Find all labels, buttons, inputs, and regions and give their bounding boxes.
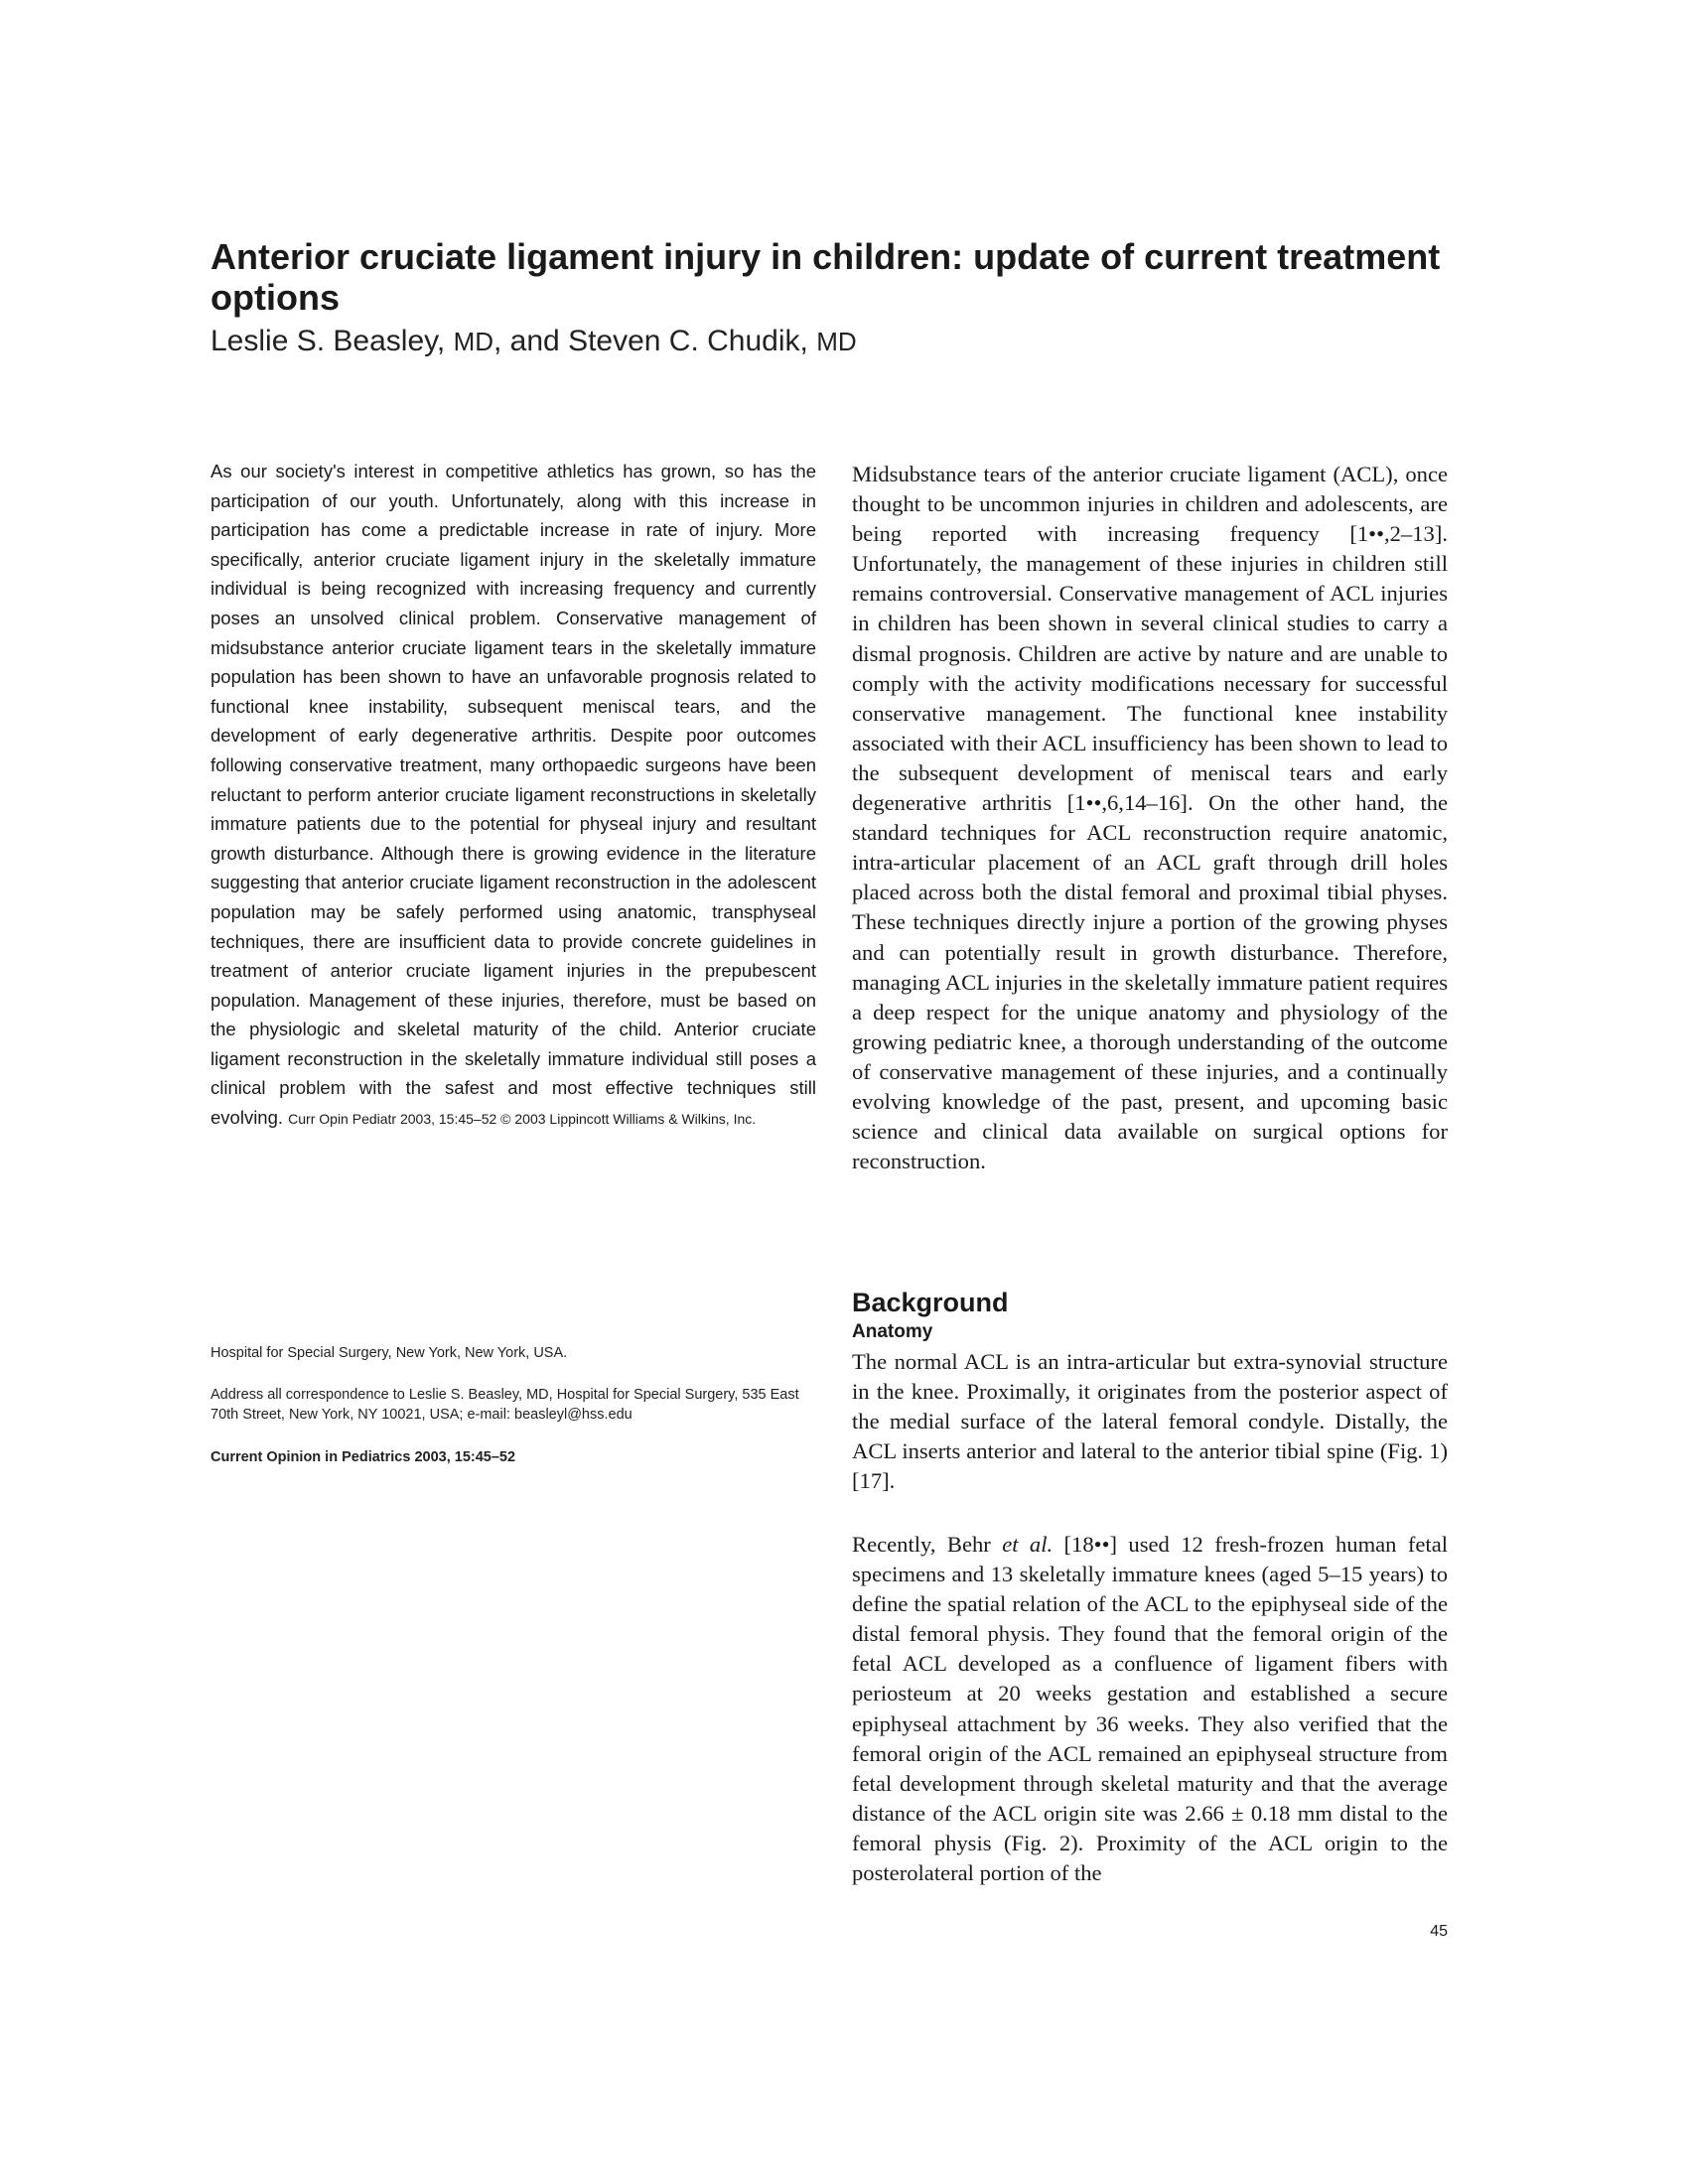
behr-paragraph bbox=[852, 1530, 1448, 1888]
journal-citation bbox=[211, 1447, 816, 1467]
author-2-degree: MD bbox=[816, 327, 857, 356]
author-1-name: Leslie S. Beasley, bbox=[211, 325, 454, 357]
journal-name: Current Opinion in Pediatrics bbox=[211, 1449, 411, 1465]
correspondence-address: Address all correspondence to Leslie S. Beasley, MD, Hospital for Special Surgery, 535 East 70th Street, New York, NY 10021, USA; e-mail: beasleyl@hss.edu bbox=[211, 1387, 799, 1423]
article-title: Anterior cruciate ligament injury in children: update of current treatment options bbox=[211, 236, 1441, 318]
abstract bbox=[211, 457, 816, 1135]
author-1-degree: MD bbox=[453, 327, 494, 356]
intro-paragraph: Midsubstance tears of the anterior cruciate ligament (ACL), once thought to be uncommon injuries in children and adolescents, are being reported with increasing frequency [1••,2–13]. Unfortunately, the management of these injuries in children still remains controversial. Conservative management of ACL injuries in children has been shown in several clinical studies to carry a dismal prognosis. Children are active by nature and are unable to comply with the activity modifications necessary for successful conservative management. The functional knee instability associated with their ACL insufficiency has been shown to lead to the subsequent development of meniscal tears and early degenerative arthritis [1••,6,14–16]. On the other hand, the standard techniques for ACL reconstruction require anatomic, intra-articular placement of an ACL graft through drill holes placed across both the distal femoral and proximal tibial physes. These techniques directly injure a portion of the growing physes and can potentially result in growth disturbance. Therefore, managing ACL injuries in the skeletally immature patient requires a deep respect for the unique anatomy and physiology of the growing pediatric knee, a thorough understanding of the outcome of conservative management of these injuries, and a continually evolving knowledge of the past, present, and upcoming basic science and clinical data available on surgical options for reconstruction. bbox=[852, 462, 1448, 1174]
behr-rest: [18••] used 12 fresh-frozen human fetal specimens and 13 skeletally immature knees (aged 5–15 years) to define the spatial relation of the ACL to the epiphyseal side of the distal femoral physis. They found that the femoral origin of the fetal ACL developed as a confluence of ligament fibers with periosteum at 20 weeks gestation and established a secure epiphyseal attachment by 36 weeks. They also verified that the femoral origin of the ACL remained an epiphyseal structure from fetal development through skeletal maturity and that the average distance of the ACL origin site was 2.66 ± 0.18 mm distal to the femoral physis (Fig. 2). Proximity of the ACL origin to the posterolateral portion of the bbox=[852, 1532, 1448, 1886]
affiliation: Hospital for Special Surgery, New York, New York, USA. bbox=[211, 1345, 568, 1361]
author-joiner: , and Steven C. Chudik, bbox=[493, 325, 817, 357]
section-heading-background: Background bbox=[852, 1288, 1009, 1317]
abstract-citation: Curr Opin Pediatr 2003, 15:45–52 © 2003 Lippincott Williams & Wilkins, Inc. bbox=[288, 1111, 757, 1128]
author-line bbox=[211, 324, 1501, 359]
behr-lead: Recently, Behr bbox=[852, 1532, 1003, 1557]
behr-etal: et al. bbox=[1002, 1532, 1054, 1557]
journal-details: 2003, 15:45–52 bbox=[410, 1449, 516, 1465]
subsection-heading-anatomy: Anatomy bbox=[852, 1321, 933, 1342]
abstract-body: As our society's interest in competitive athletics has grown, so has the participation of our youth. Unfortunately, along with this increase in participation has come a predictable increase in rate of injury. More specifically, anterior cruciate ligament injury in the skeletally immature individual is being recognized with increasing frequency and currently poses an unsolved clinical problem. Conservative management of midsubstance anterior cruciate ligament tears in the skeletally immature population has been shown to have an unfavorable prognosis related to functional knee instability, subsequent meniscal tears, and the development of early degenerative arthritis. Despite poor outcomes following conservative treatment, many orthopaedic surgeons have been reluctant to perform anterior cruciate ligament reconstructions in skeletally immature patients due to the potential for physeal injury and resultant growth disturbance. Although there is growing evidence in the literature suggesting that anterior cruciate ligament reconstruction in the adolescent population may be safely performed using anatomic, transphyseal techniques, there are insufficient data to provide concrete guidelines in treatment of anterior cruciate ligament injuries in the prepubescent population. Management of these injuries, therefore, must be based on the physiologic and skeletal maturity of the child. Anterior cruciate ligament reconstruction in the skeletally immature individual still poses a clinical problem with the safest and most effective techniques still evolving. bbox=[211, 461, 816, 1129]
anatomy-paragraph: The normal ACL is an intra-articular but extra-synovial structure in the knee. Proximally, it originates from the posterior aspect of the medial surface of the lateral femoral condyle. Distally, the ACL inserts anterior and lateral to the anterior tibial spine (Fig. 1) [17]. bbox=[852, 1349, 1448, 1494]
page-number: 45 bbox=[1430, 1923, 1448, 1940]
